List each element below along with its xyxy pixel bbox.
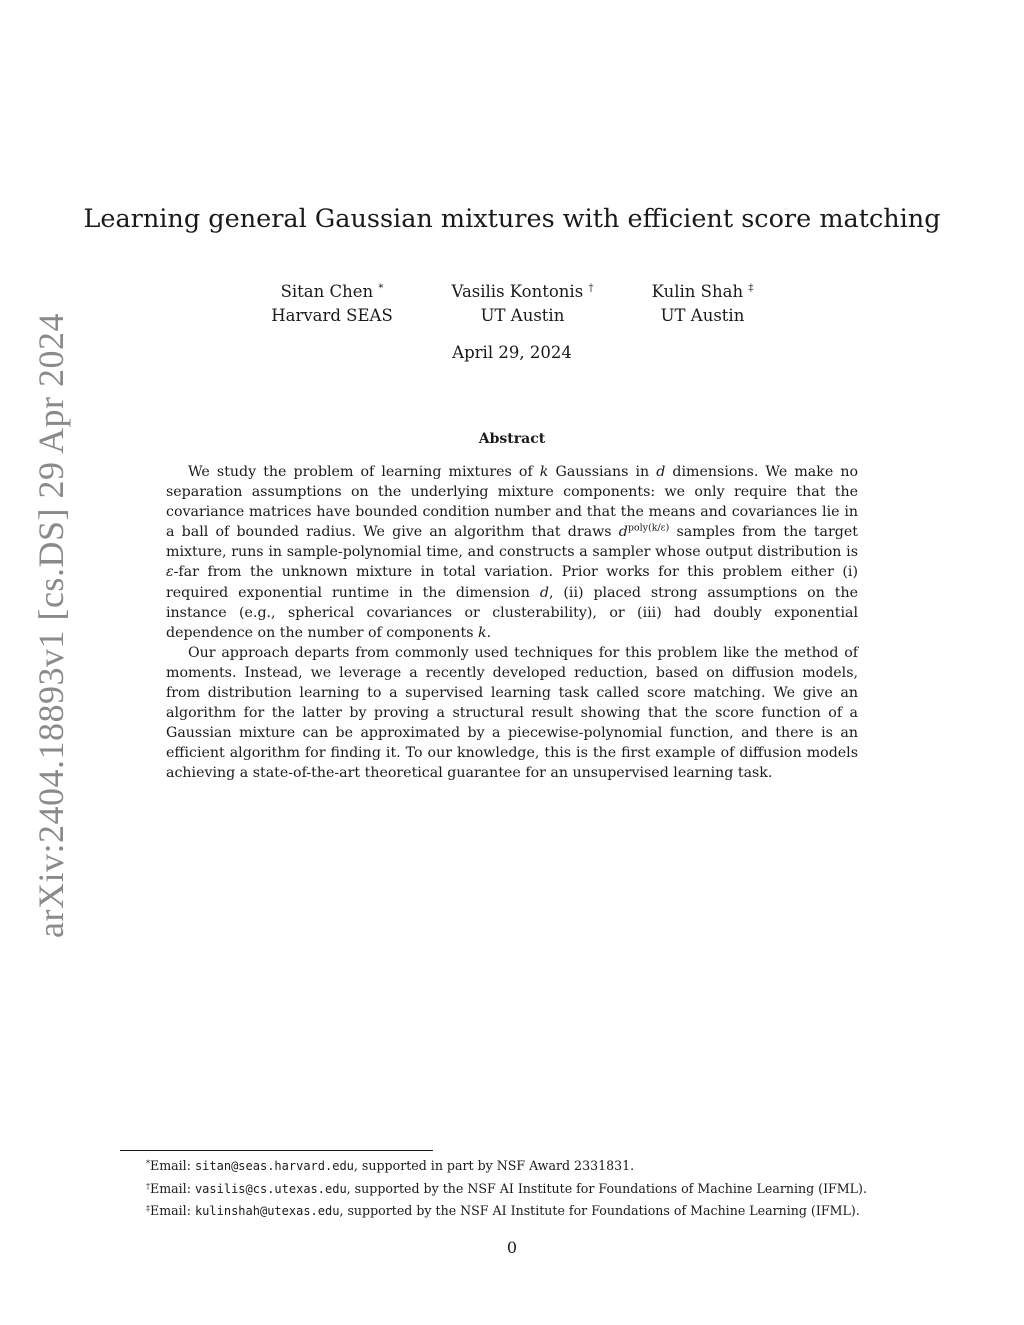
footnote-label: Email:: [150, 1158, 195, 1173]
math-epsilon: ε: [166, 564, 174, 581]
footnote-rule: [120, 1150, 433, 1151]
page-number: 0: [506, 1238, 518, 1257]
text: -far from the unknown mixture in total variation. Prior works for this problem either (i) required exponential runtime in the dimension: [166, 564, 858, 601]
email-link[interactable]: kulinshah@utexas.edu: [194, 1204, 340, 1218]
email-link[interactable]: vasilis@cs.utexas.edu: [194, 1181, 347, 1196]
footnote-mark: †: [146, 1181, 150, 1191]
abstract-paragraph-1: [166, 462, 858, 643]
author-name: [440, 277, 605, 304]
math-exponent: poly(k/ε): [627, 522, 670, 534]
footnote-mark: *: [146, 1159, 150, 1168]
math-d: d: [656, 464, 666, 480]
author-name-text: Kulin Shah: [651, 282, 744, 301]
author-affiliation: Harvard SEAS: [271, 306, 393, 325]
author-mark: ‡: [748, 283, 754, 294]
text: Gaussians in: [548, 464, 657, 480]
author-mark: †: [588, 283, 594, 294]
footnote-text: , supported by the NSF AI Institute for Foundations of Machine Learning (IFML).: [346, 1180, 867, 1196]
footnote-label: Email:: [150, 1180, 195, 1196]
author-name-text: Vasilis Kontonis: [451, 282, 584, 301]
footnote-text: , supported in part by NSF Award 2331831.: [353, 1158, 635, 1173]
footnote-label: Email:: [150, 1203, 195, 1218]
footnote-2: [146, 1177, 867, 1200]
author-name: [262, 277, 402, 304]
author-name: [640, 277, 765, 304]
footnote-mark: ‡: [146, 1204, 150, 1213]
text: samples from the target mixture, runs in sample-polynomial time, and constructs a sampler whose output distribution is: [166, 524, 858, 561]
author-block-2: [440, 277, 605, 328]
abstract-paragraph-2: Our approach departs from commonly used techniques for this problem like the method of moments. Instead, we leverage a recently developed reduction, based on diffusion models, from distribution learning to a supervised learning task called score matching. We give an algorithm for the latter by proving a structural result showing that the score function of a Gaussian mixture can be approximated by a piecewise-polynomial function, and there is an efficient algorithm for finding it. To our knowledge, this is the first example of diffusion models achieving a state-of-the-art theoretical guarantee for an unsupervised learning task.: [166, 644, 858, 782]
abstract-heading: Abstract: [478, 431, 546, 447]
abstract-body: [166, 462, 858, 784]
footnote-1: [146, 1154, 867, 1177]
author-block-1: [262, 277, 402, 328]
footnote-3: [146, 1199, 867, 1222]
math-d: d: [618, 524, 628, 541]
author-affiliation: UT Austin: [660, 306, 745, 325]
text: , (ii) placed strong assumptions on the instance (e.g., spherical covariances or clusterability), or (iii) had doubly exponential dependence on the number of components: [166, 584, 859, 641]
paper-title: Learning general Gaussian mixtures with efficient score matching: [83, 204, 941, 234]
text: We study the problem of learning mixtures of: [188, 464, 540, 480]
text: .: [486, 624, 492, 641]
author-affiliation: UT Austin: [480, 306, 565, 325]
math-d: d: [539, 584, 549, 601]
email-link[interactable]: sitan@seas.harvard.edu: [194, 1159, 354, 1173]
author-name-text: Sitan Chen: [280, 282, 374, 301]
paper-date: April 29, 2024: [452, 343, 572, 362]
math-k: k: [539, 464, 549, 480]
footnote-text: , supported by the NSF AI Institute for Foundations of Machine Learning (IFML).: [339, 1203, 860, 1218]
arxiv-identifier: arXiv:2404.18893v1 [cs.DS] 29 Apr 2024: [31, 313, 71, 938]
math-k: k: [478, 624, 487, 641]
author-block-3: [640, 277, 765, 328]
footnotes: [146, 1154, 867, 1222]
text: dimensions. We make no separation assumptions on the underlying mixture components: we only require that the covariance matrices have bounded condition number and that the means and covariances lie in a ball of bounded radius. We give an algorithm that draws: [166, 464, 858, 541]
author-mark: *: [378, 283, 384, 294]
